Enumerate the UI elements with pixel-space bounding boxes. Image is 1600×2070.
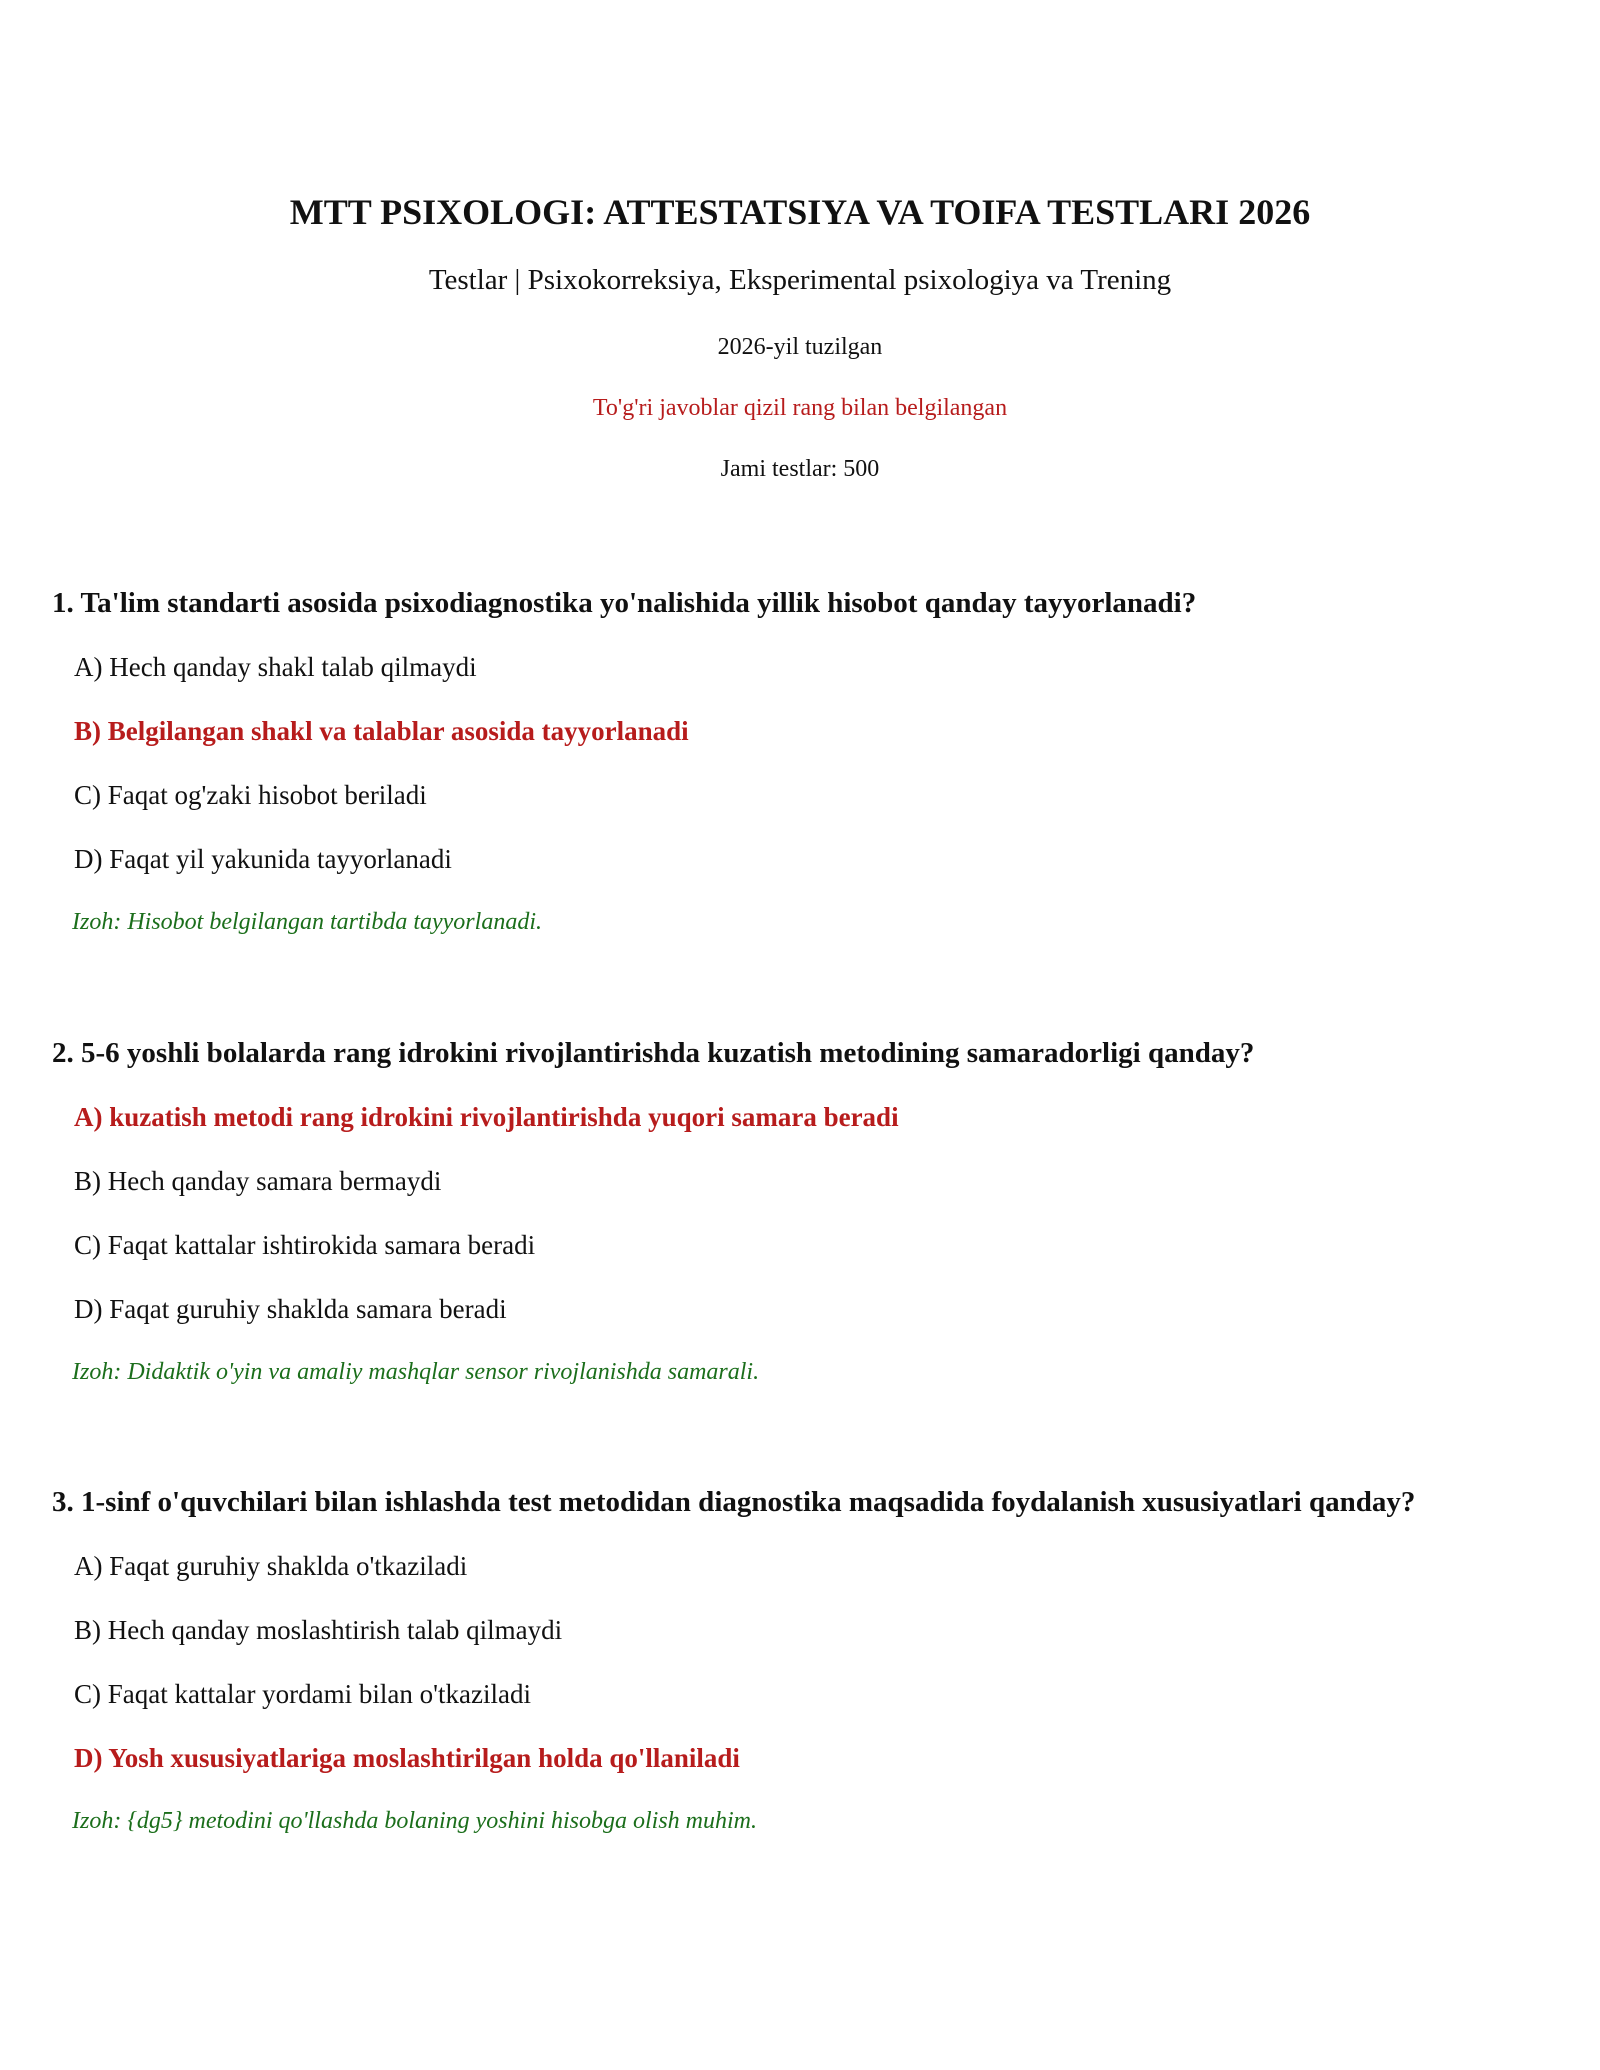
explanation-note: Izoh: {dg5} metodini qo'llashda bolaning yoshini hisobga olish muhim.	[72, 1808, 757, 1834]
explanation-note: Izoh: Didaktik o'yin va amaliy mashqlar sensor rivojlanishda samarali.	[72, 1359, 760, 1385]
correct-answer-legend: To'g'ri javoblar qizil rang bilan belgilangan	[592, 395, 1008, 421]
answer-option: A) Hech qanday shakl talab qilmaydi	[74, 652, 477, 682]
correct-answer-option: D) Yosh xususiyatlariga moslashtirilgan holda qo'llaniladi	[74, 1743, 740, 1773]
document-year: 2026-yil tuzilgan	[717, 334, 883, 360]
document-subtitle: Testlar | Psixokorreksiya, Eksperimental psixologiya va Trening	[428, 264, 1172, 296]
answer-option: C) Faqat kattalar ishtirokida samara beradi	[74, 1230, 536, 1260]
correct-answer-option: A) kuzatish metodi rang idrokini rivojlantirishda yuqori samara beradi	[74, 1102, 899, 1132]
answer-option: B) Hech qanday moslashtirish talab qilmaydi	[74, 1615, 563, 1645]
total-tests: Jami testlar: 500	[720, 456, 880, 482]
question-text: 1. Ta'lim standarti asosida psixodiagnostika yo'nalishida yillik hisobot qanday tayyorlanadi?	[52, 587, 1197, 619]
answer-option: D) Faqat yil yakunida tayyorlanadi	[74, 844, 452, 874]
document-title: MTT PSIXOLOGI: ATTESTATSIYA VA TOIFA TESTLARI 2026	[289, 192, 1311, 232]
question-text: 3. 1-sinf o'quvchilari bilan ishlashda test metodidan diagnostika maqsadida foydalanish xususiyatlari qanday?	[52, 1486, 1416, 1518]
question-text: 2. 5-6 yoshli bolalarda rang idrokini rivojlantirishda kuzatish metodining samaradorligi qanday?	[52, 1037, 1255, 1069]
correct-answer-option: B) Belgilangan shakl va talablar asosida tayyorlanadi	[74, 716, 689, 746]
answer-option: B) Hech qanday samara bermaydi	[74, 1166, 442, 1196]
answer-option: C) Faqat og'zaki hisobot beriladi	[74, 780, 427, 810]
answer-option: D) Faqat guruhiy shaklda samara beradi	[74, 1294, 507, 1324]
answer-option: A) Faqat guruhiy shaklda o'tkaziladi	[74, 1551, 468, 1581]
explanation-note: Izoh: Hisobot belgilangan tartibda tayyorlanadi.	[72, 909, 542, 935]
answer-option: C) Faqat kattalar yordami bilan o'tkaziladi	[74, 1679, 531, 1709]
